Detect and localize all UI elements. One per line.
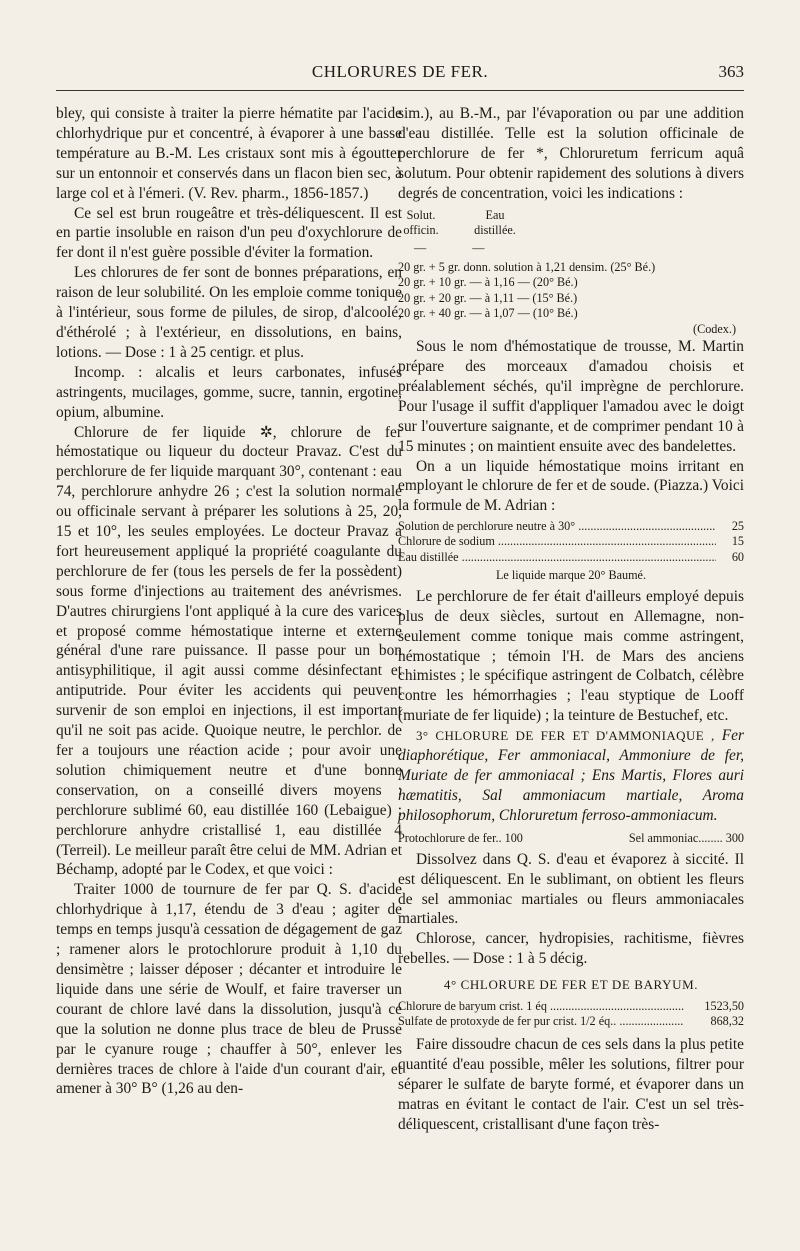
recipe-list [398, 519, 744, 565]
paragraph: bley, qui consiste à traiter la pierre hématite par l'acide chlorhydrique pur et concentré, à évaporer à une basse température au B.-M. Les cristaux sont mis à égoutter sur un entonnoir et conservés dans un flacon bien sec, à large col et à l'émeri. (V. Rev. pharm., 1856-1857.) [56, 105, 402, 202]
ingredient-label: Chlorure de baryum crist. 1 éq ..... [398, 999, 684, 1014]
list-item [398, 519, 744, 534]
paragraph: Chlorure de fer liquide ✲, chlorure de fer hémostatique ou liqueur du docteur Pravaz. C'est du perchlorure de fer liquide marquant 30°, contenant : eau 74, perchlorure anhydre 26 ; c'est la solution normale ou officinale servant à préparer les solutions à 25, 20, 15 et 10°, les seules employées. Le docteur Pravaz a fort heureusement appliqué la propriété coagulante du perchlorure de fer (tous les persels de fer la possèdent) sous forme d'injections au traitement des anévrismes. D'autres chirurgiens l'ont appliqué à la cure des varices et proposé comme hémostatique interne et externe général d'une rare puissance. Il passe pour un bon antisyphilitique, il agit aussi comme désinfectant et antiputride. Pour éviter les accidents qui peuvent survenir de son emploi en injections, il est important qu'il ne soit pas acide. Quoique neutre, le perchlor. de fer a toujours une réaction acide ; pour avoir une solution chimiquement neutre et d'une bonne conservation, on a conseillé divers moyens : perchlorure sublimé 60, eau distillée 160 (Lebaigue) ; perchlorure anhydre cristallisé 1, eau distillée 4 (Terreil). Le meilleur paraît être celui de MM. Adrian et Béchamp, adopté par le Codex, et que voici : [56, 423, 402, 879]
recipe-ingredient: Solution de perchlorure neutre à 30° ..... [398, 519, 716, 534]
ingredient-quantity: 1523,50 [704, 999, 744, 1014]
column-header: Solut. officin. [403, 207, 439, 238]
paragraph: Sous le nom d'hémostatique de trousse, M. Martin prépare des morceaux d'amadou choisis et préalablement séchés, qu'il imprègne de perchlorure. Pour l'usage il suffit d'appliquer l'amadou avec le doigt sur l'ouverture saignante, et de comprimer pendant 10 à 15 minutes ; on maintient ensuite avec des bandelettes. [398, 338, 744, 455]
table-row: 20 gr. + 20 gr. — à 1,11 — (15° Bé.) [398, 290, 578, 305]
recipe-ingredient: Chlorure de sodium ..... [398, 534, 716, 549]
section-3-heading [398, 726, 744, 826]
page-header [56, 62, 744, 91]
paragraph: On a un liquide hémostatique moins irritant en employant le chlorure de fer et de soude. (Piazza.) Voici la formule de M. Adrian : [398, 457, 744, 515]
solutions-table-header [398, 208, 744, 239]
paragraph: Ce sel est brun rougeâtre et très-déliquescent. Il est en partie insoluble en raison d'un peu d'oxychlorure de fer dont il n'est guère possible d'éviter la formation. [56, 204, 402, 262]
page-number: 363 [718, 62, 744, 81]
table-row: 20 gr. + 5 gr. donn. solution à 1,21 densim. (25° Bé.) [398, 260, 656, 275]
recipe-quantity: 15 [731, 534, 744, 549]
recipe-note: Le liquide marque 20° Baumé. [495, 567, 647, 582]
list-item: Protochlorure de fer.. 100 [398, 830, 523, 845]
list-item [398, 999, 744, 1014]
running-title: CHLORURES DE FER. [311, 62, 489, 81]
list-item [398, 534, 744, 549]
paragraph: Le perchlorure de fer était d'ailleurs employé depuis plus de deux siècles, surtout en Allemagne, non-seulement comme tonique mais comme astringent, hémostatique ; témoin l'H. de Mars des anciens chimistes ; le spécifique astringent de Colbatch, célèbre contre les hémorrhagies ; l'eau styptique de Looff (muriate de fer liquide) ; la teinture de Bestuchef, etc. [398, 587, 744, 725]
section-synonyms: Fer diaphorétique, Fer ammoniacal, Ammoniure de fer, Muriate de fer ammoniacal ; Ens Martis, Flores auri hæmatitis, Sal ammoniacum martiale, Aroma philosophorum, Chloruretum ferroso-ammoniacum. [398, 727, 744, 824]
paragraph: sim.), au B.-M., par l'évaporation ou par une addition d'eau distillée. Telle est la solution officinale de perchlorure de fer *, Chloruretum ferricum aquâ solutum. Pour obtenir rapidement des solutions à divers degrés de concentration, voici les indications : [398, 105, 744, 202]
recipe-ingredient: Eau distillée ..... [398, 550, 716, 565]
section-4-heading: 4° CHLORURE DE FER ET DE BARYUM. [443, 977, 699, 993]
paragraph: Traiter 1000 de tournure de fer par Q. S. d'acide chlorhydrique à 1,17, étendu de 3 d'eau ; agiter de temps en temps jusqu'à cessation de dégagement de gaz ; ramener alors le protochlorure produit à 1,10 du densimètre ; laisser déposer ; décanter et introduire le liquide dans une série de Woulf, et faire traverser un courant de chlore lavé dans la dissolution, jusqu'à ce que la solution ne donne plus trace de bleu de Prusse par le cyanure rouge ; chauffer à 50°, enlever les dernières traces de chlore à l'aide d'un courant d'air, et amener à 30° B° (1,26 au den- [56, 881, 402, 1098]
list-item: Sel ammoniac........ 300 [628, 830, 744, 845]
ingredient-list [398, 830, 744, 846]
paragraph: Faire dissoudre chacun de ces sels dans la plus petite quantité d'eau possible, mêler les solutions, filtrer pour séparer le sulfate de baryte formé, et évaporer dans un matras en évitant le contact de l'air. C'est un sel très-déliquescent, cristallisant d'une façon très- [398, 1036, 744, 1134]
ingredient-label: Sulfate de protoxyde de fer pur crist. 1/2 éq.. ..... [398, 1014, 684, 1029]
source-citation: (Codex.) [693, 321, 736, 336]
recipe-quantity: 25 [731, 519, 744, 534]
column-header: Eau distillée. [474, 207, 516, 238]
ingredient-quantity: 868,32 [710, 1014, 744, 1029]
left-column [56, 104, 402, 1099]
paragraph: Les chlorures de fer sont de bonnes préparations, en raison de leur solubilité. On les emploie comme tonique à l'intérieur, sous forme de pilules, de sirop, d'alcoolé, d'éthérolé ; à l'extérieur, en dissolutions, en bains, lotions. — Dose : 1 à 25 centigr. et plus. [56, 264, 402, 361]
list-item [398, 1014, 744, 1029]
table-row: 20 gr. + 10 gr. — à 1,16 — (20° Bé.) [398, 275, 578, 290]
list-item [398, 550, 744, 565]
ingredient-list [398, 999, 744, 1029]
solutions-table [398, 208, 744, 338]
right-column [398, 104, 744, 1135]
paragraph: Chlorose, cancer, hydropisies, rachitisme, fièvres rebelles. — Dose : 1 à 5 décig. [398, 930, 744, 968]
header-dashes: — — [414, 240, 485, 255]
paragraph: Dissolvez dans Q. S. d'eau et évaporez à siccité. Il est déliquescent. En le sublimant, on obtient les fleurs de sel ammoniac martiales ou fleurs ammoniacales martiales. [398, 850, 744, 928]
table-row: 20 gr. + 40 gr. — à 1,07 — (10° Bé.) [398, 306, 578, 321]
recipe-quantity: 60 [731, 549, 744, 564]
section-title: 3° CHLORURE DE FER ET D'AMMONIAQUE , [416, 728, 715, 744]
paragraph: Incomp. : alcalis et leurs carbonates, infusés astringents, mucilages, gomme, sucre, tannin, ergotine, opium, albumine. [56, 363, 402, 421]
